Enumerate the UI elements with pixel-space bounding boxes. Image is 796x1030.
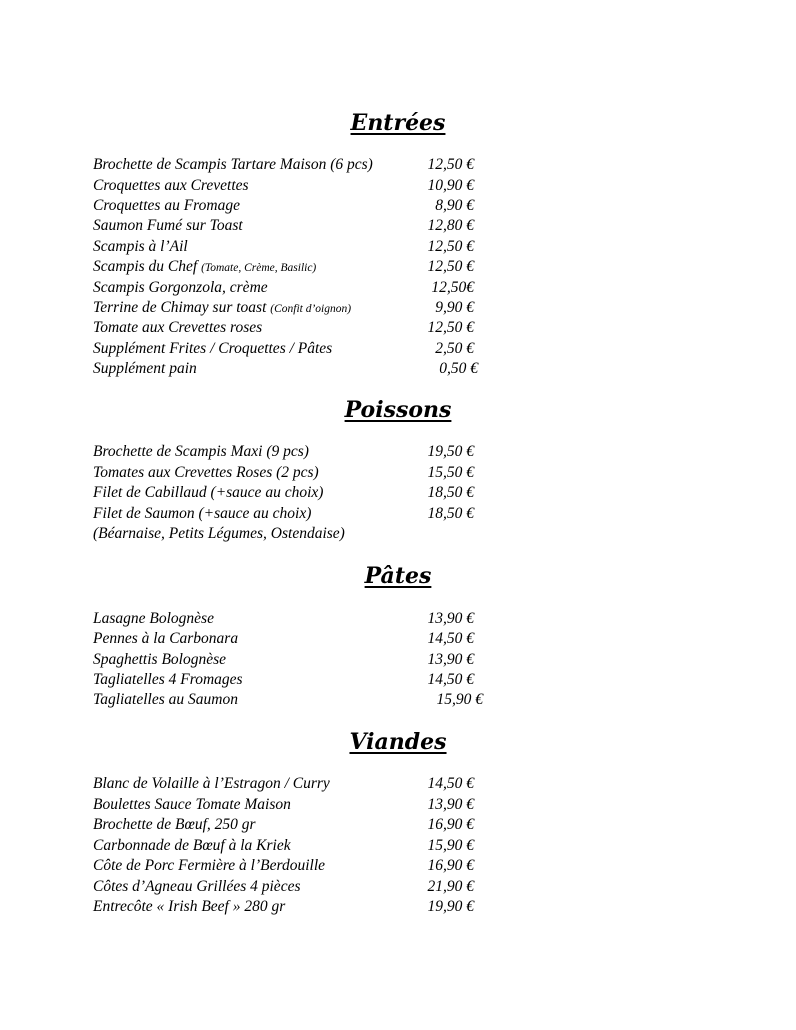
item-note: (Confit d’oignon) (270, 303, 352, 315)
menu-item (93, 339, 493, 359)
menu-item (93, 318, 493, 338)
item-name: (Béarnaise, Petits Légumes, Ostendaise) (93, 525, 345, 542)
section-title-poissons: Poissons (344, 397, 452, 423)
menu-item (93, 463, 493, 483)
item-price: 13,90 € (427, 796, 474, 813)
item-price: 15,90 € (427, 837, 474, 854)
menu-item (93, 237, 493, 257)
item-price: 9,90 € (435, 299, 474, 316)
item-price: 21,90 € (427, 878, 474, 895)
item-price: 14,50 € (427, 671, 474, 688)
item-price: 18,50 € (427, 484, 474, 501)
menu-item (93, 836, 493, 856)
item-name: Supplément Frites / Croquettes / Pâtes (93, 340, 333, 357)
section-title-pates: Pâtes (364, 563, 432, 589)
menu-item (93, 609, 493, 629)
item-name: Brochette de Bœuf, 250 gr (93, 816, 256, 833)
item-price: 15,90 € (436, 691, 483, 708)
item-name: Tagliatelles au Saumon (93, 691, 238, 708)
item-name: Pennes à la Carbonara (93, 630, 239, 647)
item-name: Côte de Porc Fermière à l’Berdouille (93, 857, 326, 874)
item-price: 12,50 € (427, 258, 474, 275)
section-title-viandes: Viandes (349, 729, 447, 755)
item-price: 16,90 € (427, 857, 474, 874)
item-name: Terrine de Chimay sur toast (93, 299, 271, 316)
item-price: 8,90 € (435, 197, 474, 214)
item-price: 16,90 € (427, 816, 474, 833)
item-price: 12,50 € (427, 156, 474, 173)
item-name: Brochette de Scampis Maxi (9 pcs) (93, 443, 309, 460)
item-name: Filet de Saumon (+sauce au choix) (93, 505, 312, 522)
item-name: Filet de Cabillaud (+sauce au choix) (93, 484, 324, 501)
item-name: Croquettes aux Crevettes (93, 177, 249, 194)
item-name: Côtes d’Agneau Grillées 4 pièces (93, 878, 301, 895)
menu-item (93, 155, 493, 175)
item-name: Saumon Fumé sur Toast (93, 217, 243, 234)
menu-item (93, 298, 493, 318)
menu-item (93, 359, 493, 379)
menu-item (93, 774, 493, 794)
item-price: 14,50 € (427, 775, 474, 792)
item-price: 14,50 € (427, 630, 474, 647)
menu-item (93, 504, 493, 524)
menu-item (93, 650, 493, 670)
item-name: Brochette de Scampis Tartare Maison (6 pcs) (93, 156, 373, 173)
item-name: Tomate aux Crevettes roses (93, 319, 263, 336)
item-price: 12,50 € (427, 319, 474, 336)
menu-item (93, 196, 493, 216)
menu-item (93, 856, 493, 876)
item-price: 12,50 € (427, 238, 474, 255)
menu-item (93, 795, 493, 815)
item-name: Blanc de Volaille à l’Estragon / Curry (93, 775, 330, 792)
item-name: Spaghettis Bolognèse (93, 651, 227, 668)
item-name: Tagliatelles 4 Fromages (93, 671, 243, 688)
item-price: 19,50 € (427, 443, 474, 460)
item-name: Carbonnade de Bœuf à la Kriek (93, 837, 291, 854)
menu-item (93, 897, 493, 917)
item-price: 2,50 € (435, 340, 474, 357)
item-name: Tomates aux Crevettes Roses (2 pcs) (93, 464, 319, 481)
item-name: Entrecôte « Irish Beef » 280 gr (93, 898, 286, 915)
item-name: Supplément pain (93, 360, 197, 377)
item-name: Lasagne Bolognèse (93, 610, 214, 627)
menu-item (93, 524, 493, 544)
menu-item (93, 670, 493, 690)
menu-item (93, 483, 493, 503)
menu-item (93, 257, 493, 277)
section-title-entrees: Entrées (350, 110, 446, 136)
item-price: 10,90 € (427, 177, 474, 194)
item-price: 0,50 € (439, 360, 478, 377)
item-name: Croquettes au Fromage (93, 197, 240, 214)
menu-item (93, 176, 493, 196)
menu-item (93, 690, 493, 710)
menu-item (93, 278, 493, 298)
item-price: 12,80 € (427, 217, 474, 234)
item-price: 13,90 € (427, 651, 474, 668)
item-name: Scampis à l’Ail (93, 238, 188, 255)
item-name: Scampis Gorgonzola, crème (93, 279, 268, 296)
menu-item (93, 815, 493, 835)
item-price: 19,90 € (427, 898, 474, 915)
item-price: 18,50 € (427, 505, 474, 522)
item-price: 13,90 € (427, 610, 474, 627)
item-note: (Tomate, Crème, Basilic) (201, 262, 317, 274)
menu-item (93, 442, 493, 462)
item-name: Scampis du Chef (93, 258, 202, 275)
item-name: Boulettes Sauce Tomate Maison (93, 796, 291, 813)
menu-item (93, 216, 493, 236)
item-price: 12,50€ (431, 279, 474, 296)
menu-item (93, 629, 493, 649)
menu-item (93, 877, 493, 897)
item-price: 15,50 € (427, 464, 474, 481)
